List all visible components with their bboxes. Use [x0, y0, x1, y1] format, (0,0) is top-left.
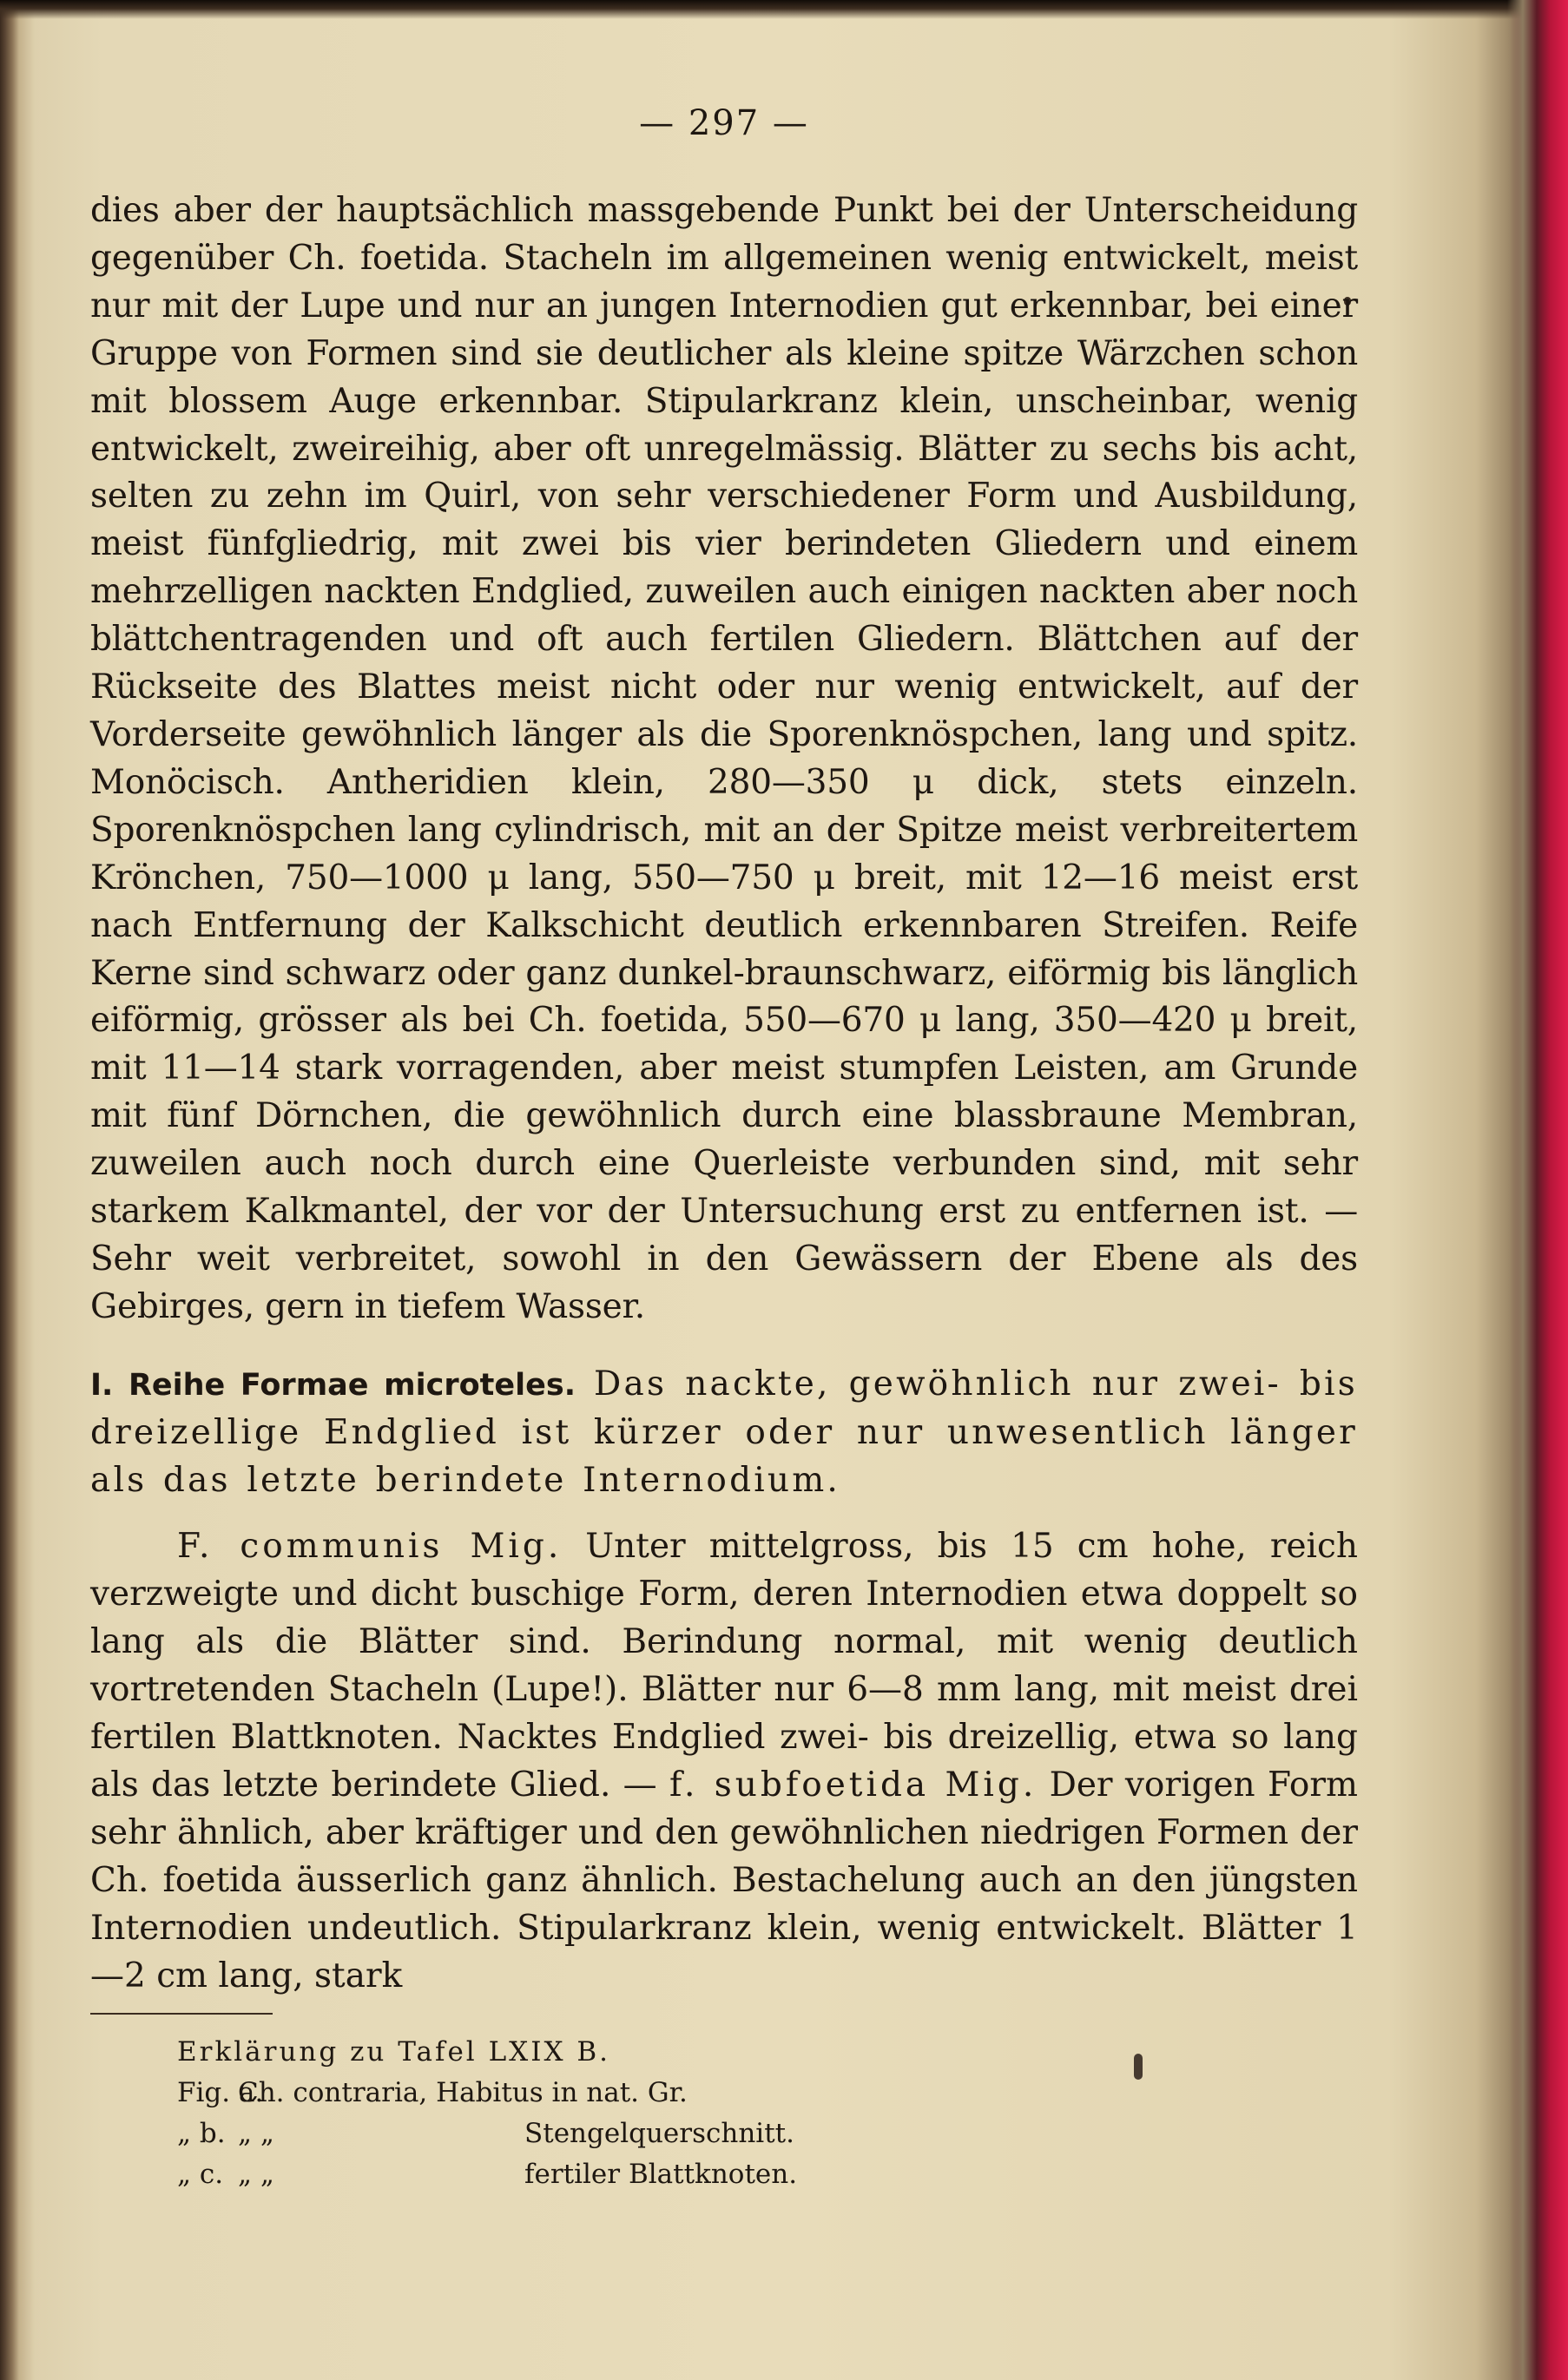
page-number: — 297 —	[639, 103, 809, 143]
reihe-text: Das nackte, gewöhnlich nur zwei- bis dreizellige Endglied ist kürzer oder nur unwesentlich länger als das letzte berindete Internodium.	[90, 1364, 1358, 1500]
ink-blot	[1134, 2054, 1143, 2080]
paragraph-communis	[90, 1523, 1358, 2000]
paragraph-description: dies aber der hauptsächlich massgebende Punkt bei der Unterscheidung gegenüber Ch. foetida. Stacheln im allgemeinen wenig entwickelt, meist nur mit der Lupe und nur an jungen Internodien gut erkennbar, bei einer Gruppe von Formen sind sie deutlicher als kleine spitze Wärzchen schon mit blossem Auge erkennbar. Stipularkranz klein, unscheinbar, wenig entwickelt, zweireihig, aber oft unregelmässig. Blätter zu sechs bis acht, selten zu zehn im Quirl, von sehr verschiedener Form und Ausbildung, meist fünfgliedrig, mit zwei bis vier berindeten Gliedern und einem mehrzelligen nackten Endglied, zuweilen auch einigen nackten aber noch blättchentragenden und oft auch fertilen Gliedern. Blättchen auf der Rückseite des Blattes meist nicht oder nur wenig entwickelt, auf der Vorderseite gewöhnlich länger als die Sporenknöspchen, lang und spitz. Monöcisch. Antheridien klein, 280—350 μ dick, stets einzeln. Sporenknöspchen lang cylindrisch, mit an der Spitze meist verbreitertem Krönchen, 750—1000 μ lang, 550—750 μ breit, mit 12—16 meist erst nach Entfernung der Kalkschicht deutlich erkennbaren Streifen. Reife Kerne sind schwarz oder ganz dunkel-braunschwarz, eiförmig bis länglich eiförmig, grösser als bei Ch. foetida, 550—670 μ lang, 350—420 μ breit, mit 11—14 stark vorragenden, aber meist stumpfen Leisten, am Grunde mit fünf Dörnchen, die gewöhnlich durch eine blassbraune Membran, zuweilen auch noch durch eine Querleiste verbunden sind, mit sehr starkem Kalkmantel, der vor der Untersuchung erst zu entfernen ist. — Sehr weit verbreitet, sowohl in den Gewässern der Ebene als des Gebirges, gern in tiefem Wasser.	[90, 191, 1358, 1326]
plate-row	[177, 2073, 1358, 2114]
form-name-communis: F. communis Mig.	[177, 1527, 563, 1567]
plate-explanation-title: Erklärung zu Tafel LXIX B.	[177, 2035, 611, 2068]
fig-label: „ b.	[177, 2117, 226, 2149]
fig-subject: „ „	[238, 2158, 274, 2190]
subfoetida-text: Der vorigen Form sehr ähnlich, aber kräftiger und den gewöhnlichen niedrigen Formen der Ch. foetida äusserlich ganz ähnlich. Bestachelung auch an den jüngsten Internodien undeutlich. Stipularkranz klein, wenig entwickelt. Blätter 1—2 cm lang, stark	[90, 1765, 1358, 1995]
fig-label: Fig. a.	[177, 2076, 264, 2108]
footnote-rule	[90, 2013, 273, 2015]
page-content	[90, 102, 1358, 2195]
reihe-heading: I. Reihe Formae microteles.	[90, 1367, 576, 1403]
fig-caption: fertiler Blattknoten.	[524, 2158, 798, 2190]
fig-subject: Ch. contraria, Habitus in nat. Gr.	[238, 2076, 688, 2108]
plate-row	[177, 2154, 1358, 2195]
fig-subject: „ „	[238, 2117, 274, 2149]
communis-text: Unter mittelgross, bis 15 cm hohe, reich verzweigte und dicht buschige Form, deren Internodien etwa doppelt so lang als die Blätter sind. Berindung normal, mit wenig deutlich vortretenden Stacheln (Lupe!). Blätter nur 6—8 mm lang, mit meist drei fertilen Blattknoten. Nacktes Endglied zwei- bis dreizellig, etwa so lang als das letzte berindete Glied. —	[90, 1527, 1358, 1805]
plate-explanation	[177, 2032, 1358, 2195]
form-name-subfoetida: f. subfoetida Mig.	[669, 1765, 1038, 1805]
plate-row	[177, 2114, 1358, 2154]
fig-caption: Stengelquerschnitt.	[524, 2117, 794, 2149]
book-top-edge	[0, 0, 1568, 19]
book-spine-edge	[1507, 0, 1568, 2380]
paragraph-reihe	[90, 1361, 1358, 1505]
fig-label: „ c.	[177, 2158, 224, 2190]
